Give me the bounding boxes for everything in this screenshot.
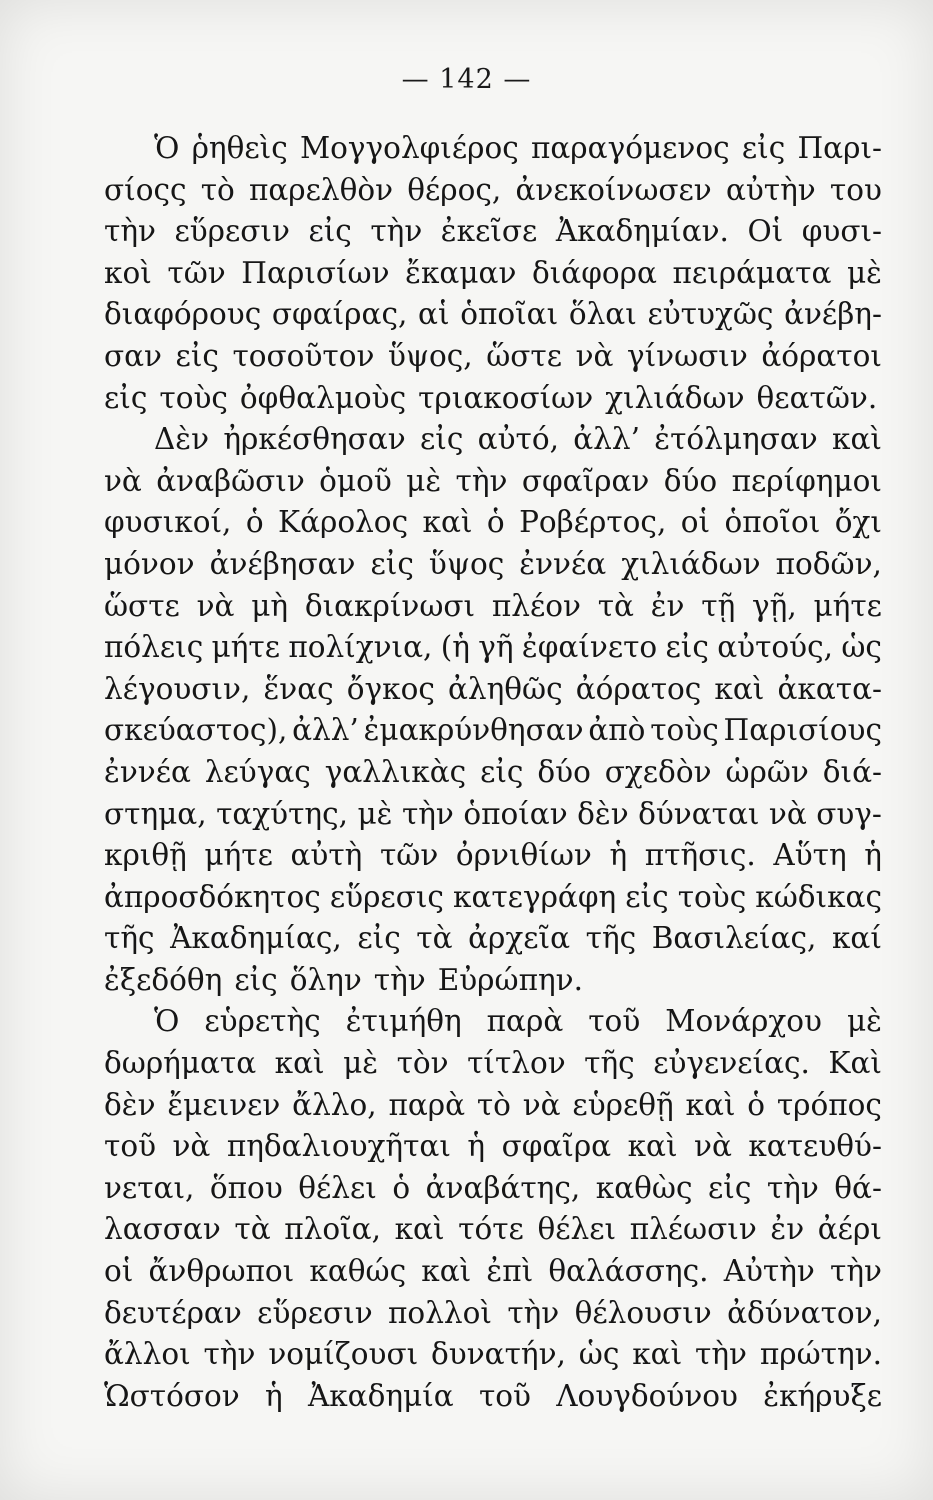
word: δύο bbox=[537, 754, 591, 789]
word: ἀκατα- bbox=[777, 671, 882, 706]
word: χιλιάδων bbox=[605, 380, 745, 415]
text-line bbox=[104, 378, 882, 420]
word: πλέωσιν bbox=[629, 1212, 757, 1247]
word: ῥηθεὶς bbox=[191, 131, 288, 165]
word: ἀπροσδόκητος bbox=[104, 879, 321, 914]
word: νὰ bbox=[694, 1129, 732, 1164]
text-line bbox=[104, 502, 882, 544]
word: πειράματα bbox=[672, 255, 832, 290]
text-line bbox=[104, 1334, 882, 1376]
word: σφαίρας, bbox=[271, 297, 408, 332]
word: καὶ bbox=[627, 1129, 678, 1164]
word: οἱ bbox=[104, 1254, 134, 1289]
text-line bbox=[104, 1209, 882, 1251]
word: μὴ bbox=[251, 588, 289, 623]
word: τὴν bbox=[830, 1254, 882, 1289]
text-line bbox=[104, 461, 882, 503]
word: τῶν bbox=[379, 838, 439, 873]
word: ὄχι bbox=[834, 505, 882, 540]
word: ὁ bbox=[747, 1087, 766, 1122]
text-line bbox=[104, 960, 882, 1002]
text-line bbox=[104, 544, 882, 586]
page-number: — 142 — bbox=[401, 64, 532, 95]
word: ἄνθρωποι bbox=[148, 1254, 295, 1289]
word: συγ- bbox=[816, 796, 882, 831]
word: ὁποίαν bbox=[463, 796, 568, 831]
word: ἀλλ’ bbox=[573, 422, 640, 457]
word: αὐτό, bbox=[477, 422, 559, 457]
word: καθὼς bbox=[595, 1170, 693, 1205]
word: εἰς bbox=[665, 630, 709, 665]
word: ἀνέβησαν bbox=[209, 546, 356, 581]
word: Ὁ bbox=[154, 1004, 180, 1039]
word: κώδικας bbox=[755, 879, 882, 914]
word: ἀληθῶς bbox=[448, 671, 563, 706]
word: ὅλαι bbox=[568, 297, 637, 332]
word: τὴν bbox=[370, 214, 423, 249]
word: ἐκεῖσε bbox=[440, 214, 538, 249]
word: γῆ bbox=[478, 630, 514, 665]
word: σχεδὸν bbox=[604, 754, 712, 789]
word: ταχύτης, bbox=[216, 796, 349, 831]
word: εἰς bbox=[234, 962, 278, 997]
word: πόλεις bbox=[104, 630, 204, 665]
word: εὕρεσιν bbox=[257, 1295, 373, 1330]
word: ὁποῖαι bbox=[460, 297, 559, 332]
text-line bbox=[104, 1376, 882, 1418]
word: αὐτούς, bbox=[717, 630, 833, 665]
word: καθώς bbox=[309, 1254, 407, 1289]
word: πρώτην. bbox=[759, 1337, 882, 1372]
text-line bbox=[104, 835, 882, 877]
word: τὰ bbox=[416, 921, 453, 956]
word: δυνατήν, bbox=[431, 1337, 566, 1372]
word: ἐν bbox=[650, 588, 685, 623]
word: δὲν bbox=[577, 796, 629, 831]
word: εἰς bbox=[419, 422, 464, 457]
word: σαν bbox=[104, 338, 162, 373]
word: νὰ bbox=[172, 1129, 211, 1164]
word: εἰς bbox=[625, 879, 669, 914]
word: εἰς bbox=[308, 214, 352, 249]
word: ἐφαίνετο bbox=[521, 630, 658, 665]
word: καὶ bbox=[685, 1087, 736, 1122]
word: Αὐτὴν bbox=[723, 1254, 815, 1289]
word: λεύγας bbox=[204, 754, 311, 789]
text-line bbox=[104, 627, 882, 669]
word: στημα, bbox=[104, 796, 207, 831]
word: τὰ bbox=[234, 1212, 271, 1247]
word: ὡς bbox=[578, 1337, 620, 1372]
word: εὕρεσις bbox=[329, 879, 444, 914]
word: ὡρῶν bbox=[725, 754, 809, 789]
word: Ἀκαδημία bbox=[307, 1378, 454, 1413]
text-line bbox=[104, 1293, 882, 1335]
word: καί bbox=[831, 921, 882, 956]
word: ὁ bbox=[486, 505, 505, 540]
word: Καὶ bbox=[828, 1046, 882, 1081]
word: ἐτιμήθη bbox=[345, 1004, 462, 1039]
word: Ὡστόσον bbox=[104, 1378, 240, 1413]
word: εἰς bbox=[707, 1170, 752, 1205]
word: τοῦ bbox=[104, 1129, 157, 1164]
text-line bbox=[104, 1168, 882, 1210]
word: κατευθύ- bbox=[748, 1129, 882, 1164]
word: διακρίνωσι bbox=[304, 588, 476, 623]
word: μήτε bbox=[211, 630, 280, 665]
text-line bbox=[104, 918, 882, 960]
word: ὀρνιθίων bbox=[455, 838, 592, 873]
word: θαλάσσης. bbox=[548, 1254, 709, 1289]
word: ἐκήρυξε bbox=[763, 1378, 882, 1413]
word: Μονάρχου bbox=[665, 1004, 822, 1039]
word: τῇ bbox=[701, 588, 736, 623]
word: νεται, bbox=[104, 1170, 195, 1205]
word: λέγουσιν, bbox=[104, 671, 251, 706]
word: σφαῖρα bbox=[501, 1129, 612, 1164]
word: ἐννέα bbox=[519, 546, 607, 581]
word: μήτε bbox=[813, 588, 882, 623]
word: θά- bbox=[834, 1170, 882, 1205]
word: πολίχνια, bbox=[288, 630, 433, 665]
word: τίτλον bbox=[467, 1046, 566, 1081]
word: ποδῶν, bbox=[775, 546, 882, 581]
word: καὶ bbox=[421, 1254, 472, 1289]
word: τοὺς bbox=[159, 380, 228, 415]
word: πτῆσις. bbox=[644, 838, 756, 873]
word: ἐτόλμησαν bbox=[654, 422, 818, 457]
word: θέλουσιν bbox=[574, 1295, 712, 1330]
word: μήτε bbox=[204, 838, 273, 873]
text-line bbox=[104, 211, 882, 253]
word: αἱ bbox=[418, 297, 450, 332]
text-line bbox=[104, 1126, 882, 1168]
word: ὄγκος bbox=[346, 671, 435, 706]
word: εὑρετὴς bbox=[204, 1004, 321, 1039]
word: διά- bbox=[822, 754, 882, 789]
word: πλέον bbox=[491, 588, 581, 623]
word: τριακοσίων bbox=[418, 380, 594, 415]
word: παρὰ bbox=[388, 1087, 466, 1122]
word: διάφορα bbox=[531, 255, 657, 290]
word: του bbox=[829, 172, 882, 207]
word: ἐξεδόθη bbox=[104, 962, 223, 997]
word: εἰς bbox=[480, 754, 524, 789]
word: ὅπου bbox=[209, 1170, 283, 1205]
word: παραγόμενος bbox=[531, 131, 730, 165]
word: τῆς bbox=[584, 1046, 635, 1081]
word: Ὁ bbox=[154, 131, 180, 165]
word: ἀόρατοι bbox=[761, 338, 882, 373]
word: μὲ bbox=[357, 796, 393, 831]
word: ἠρκέσθησαν bbox=[223, 422, 406, 457]
word: αὐτὴ bbox=[290, 838, 363, 873]
word: ἀνεκοίνωσεν bbox=[515, 172, 712, 207]
word: τρόπος bbox=[776, 1087, 882, 1122]
word: χιλιάδων bbox=[621, 546, 761, 581]
text-line bbox=[104, 1085, 882, 1127]
word: εὑρεθῇ bbox=[572, 1087, 674, 1122]
word: τὴν bbox=[401, 796, 454, 831]
text-line bbox=[104, 419, 882, 461]
word: νὰ bbox=[575, 338, 614, 373]
word: παρὰ bbox=[486, 1004, 564, 1039]
word: ὕψος, bbox=[387, 338, 473, 373]
word: κοὶ bbox=[104, 255, 152, 290]
word: εἰς bbox=[175, 338, 219, 373]
word: Ἀκαδημίαν. bbox=[555, 214, 729, 249]
text-line bbox=[104, 586, 882, 628]
word: ἡ bbox=[609, 838, 628, 873]
word: θέρος, bbox=[407, 172, 502, 207]
word: μὲ bbox=[846, 1004, 882, 1039]
word: τῆς bbox=[104, 921, 155, 956]
word: ἡ bbox=[467, 1129, 486, 1164]
body-text bbox=[104, 128, 882, 1417]
word: σφαῖραν bbox=[521, 463, 650, 498]
text-line bbox=[104, 710, 882, 752]
word: ἀπὸ bbox=[588, 713, 646, 748]
word: ὕψος bbox=[428, 546, 505, 581]
word: τοσοῦτον bbox=[232, 338, 375, 373]
word: ἀδύνατον, bbox=[727, 1295, 882, 1330]
word: εὐτυχῶς bbox=[647, 297, 774, 332]
word: δὲν bbox=[104, 1087, 156, 1122]
word: τὴν bbox=[695, 1337, 747, 1372]
word: τὸ bbox=[476, 1087, 511, 1122]
word: Παρισίους bbox=[723, 713, 882, 748]
word: νὰ bbox=[104, 463, 142, 498]
word: ἔμεινεν bbox=[167, 1087, 281, 1122]
word: δύο bbox=[663, 463, 718, 498]
word: δωρήματα bbox=[104, 1046, 257, 1081]
word: ἀναβῶσιν bbox=[156, 463, 305, 498]
word: ἀναβάτης, bbox=[425, 1170, 581, 1205]
word: πολλοὶ bbox=[388, 1295, 492, 1330]
word: πηδαλιουχῆται bbox=[226, 1129, 451, 1164]
word: τοῦ bbox=[478, 1378, 531, 1413]
word: παρελθὸν bbox=[248, 172, 394, 207]
text-line bbox=[104, 128, 882, 170]
word: καὶ bbox=[274, 1046, 325, 1081]
word: καὶ bbox=[394, 1212, 445, 1247]
word: ἄλλοι bbox=[104, 1337, 191, 1372]
word: ἐμακρύνθησαν bbox=[363, 713, 584, 748]
word: κατεγράφη bbox=[453, 879, 617, 914]
word: ἡ bbox=[864, 838, 882, 873]
word: καὶ bbox=[714, 671, 765, 706]
word: τὰ bbox=[597, 588, 634, 623]
word: λασσαν bbox=[104, 1212, 221, 1247]
word: ὡς bbox=[841, 630, 882, 665]
word: μὲ bbox=[343, 1046, 379, 1081]
word: ἐννέα bbox=[104, 754, 191, 789]
word: καὶ bbox=[422, 505, 473, 540]
word: τὴν bbox=[203, 1337, 256, 1372]
text-line bbox=[104, 794, 882, 836]
word: νὰ bbox=[768, 796, 807, 831]
word: σκεύαστος), bbox=[104, 713, 288, 748]
word: Λουγδούνου bbox=[556, 1378, 738, 1413]
word: ὁ bbox=[392, 1170, 411, 1205]
word: Παρισίων bbox=[241, 255, 390, 290]
word: ἀέρι bbox=[817, 1212, 882, 1247]
word: ὁμοῦ bbox=[319, 463, 392, 498]
word: εὐγενείας. bbox=[653, 1046, 810, 1081]
word: πλοῖα, bbox=[284, 1212, 381, 1247]
word: θέλει bbox=[298, 1170, 377, 1205]
word: σίοςς bbox=[104, 172, 187, 207]
word: ἀόρατος bbox=[575, 671, 702, 706]
word: εἰς bbox=[357, 921, 401, 956]
word: εἰς bbox=[104, 380, 148, 415]
word: τοὺς bbox=[677, 879, 747, 914]
word: καὶ bbox=[632, 1337, 683, 1372]
word: φυσι- bbox=[801, 214, 882, 249]
word: Αὕτη bbox=[773, 838, 847, 873]
word: νομίζουσι bbox=[268, 1337, 419, 1372]
word: Οἱ bbox=[747, 214, 784, 249]
word: ἐν bbox=[770, 1212, 805, 1247]
word: Παρι- bbox=[797, 131, 882, 165]
word: μὲ bbox=[406, 463, 442, 498]
word: τὴν bbox=[104, 214, 156, 249]
word: τὴν bbox=[455, 463, 508, 498]
text-line bbox=[104, 1043, 882, 1085]
word: Βασιλείας, bbox=[651, 921, 817, 956]
word: Ροβέρτος, bbox=[519, 505, 667, 540]
word: οἱ bbox=[680, 505, 711, 540]
word: ἔκαμαν bbox=[405, 255, 517, 290]
word: μὲ bbox=[846, 255, 882, 290]
word: τοῦ bbox=[588, 1004, 641, 1039]
word: θεατῶν. bbox=[756, 380, 878, 415]
word: εἰς bbox=[370, 546, 414, 581]
word: ὁποῖοι bbox=[724, 505, 821, 540]
word: νὰ bbox=[522, 1087, 561, 1122]
word: ὀφθαλμοὺς bbox=[239, 380, 407, 415]
word: ἀνέβη- bbox=[784, 297, 882, 332]
word: διαφόρους bbox=[104, 297, 262, 332]
word: ἐπὶ bbox=[486, 1254, 534, 1289]
word: Ἀκαδημίας, bbox=[170, 921, 342, 956]
word: Μογγολφιέρος bbox=[299, 131, 519, 165]
word: τὴν bbox=[766, 1170, 819, 1205]
word: γαλλικὰς bbox=[324, 754, 467, 789]
word: Δὲν bbox=[154, 422, 210, 457]
word: τὴν bbox=[373, 962, 426, 997]
word: ἡ bbox=[264, 1378, 283, 1413]
word: τὸν bbox=[396, 1046, 449, 1081]
text-line bbox=[104, 877, 882, 919]
word: τῶν bbox=[167, 255, 226, 290]
text-line bbox=[104, 336, 882, 378]
word: εἰς bbox=[741, 131, 786, 165]
word: ἀλλ’ bbox=[292, 713, 359, 748]
word: καὶ bbox=[832, 422, 882, 457]
word: τὸ bbox=[200, 172, 235, 207]
word: γῇ, bbox=[752, 588, 797, 623]
word: ὁ bbox=[245, 505, 264, 540]
word: ὥστε bbox=[104, 588, 180, 623]
word: εὕρεσιν bbox=[174, 214, 290, 249]
word: Κάρολος bbox=[278, 505, 409, 540]
word: ὥστε bbox=[486, 338, 563, 373]
word: τὴν bbox=[507, 1295, 560, 1330]
word: θέλει bbox=[537, 1212, 617, 1247]
word: γίνωσιν bbox=[626, 338, 748, 373]
text-line bbox=[104, 669, 882, 711]
text-line bbox=[104, 752, 882, 794]
word: μόνον bbox=[104, 546, 195, 581]
word: ὅλην bbox=[289, 962, 362, 997]
text-line bbox=[104, 294, 882, 336]
text-line bbox=[104, 1251, 882, 1293]
word: δευτέραν bbox=[104, 1295, 242, 1330]
word: περίφημοι bbox=[731, 463, 882, 498]
text-line bbox=[104, 253, 882, 295]
word: τότε bbox=[458, 1212, 524, 1247]
word: τῆς bbox=[585, 921, 637, 956]
word: Εὐρώπην. bbox=[437, 962, 583, 997]
word: ἀρχεῖα bbox=[468, 921, 571, 956]
word: ἕνας bbox=[263, 671, 334, 706]
word: (ἡ bbox=[440, 630, 470, 665]
word: τοὺς bbox=[650, 713, 719, 748]
word: φυσικοί, bbox=[104, 505, 232, 540]
word: νὰ bbox=[196, 588, 235, 623]
word: ἄλλο, bbox=[292, 1087, 377, 1122]
word: κριθῇ bbox=[104, 838, 187, 873]
text-line bbox=[104, 170, 882, 212]
word: δύναται bbox=[638, 796, 760, 831]
text-line bbox=[104, 1001, 882, 1043]
word: αὐτὴν bbox=[725, 172, 816, 207]
